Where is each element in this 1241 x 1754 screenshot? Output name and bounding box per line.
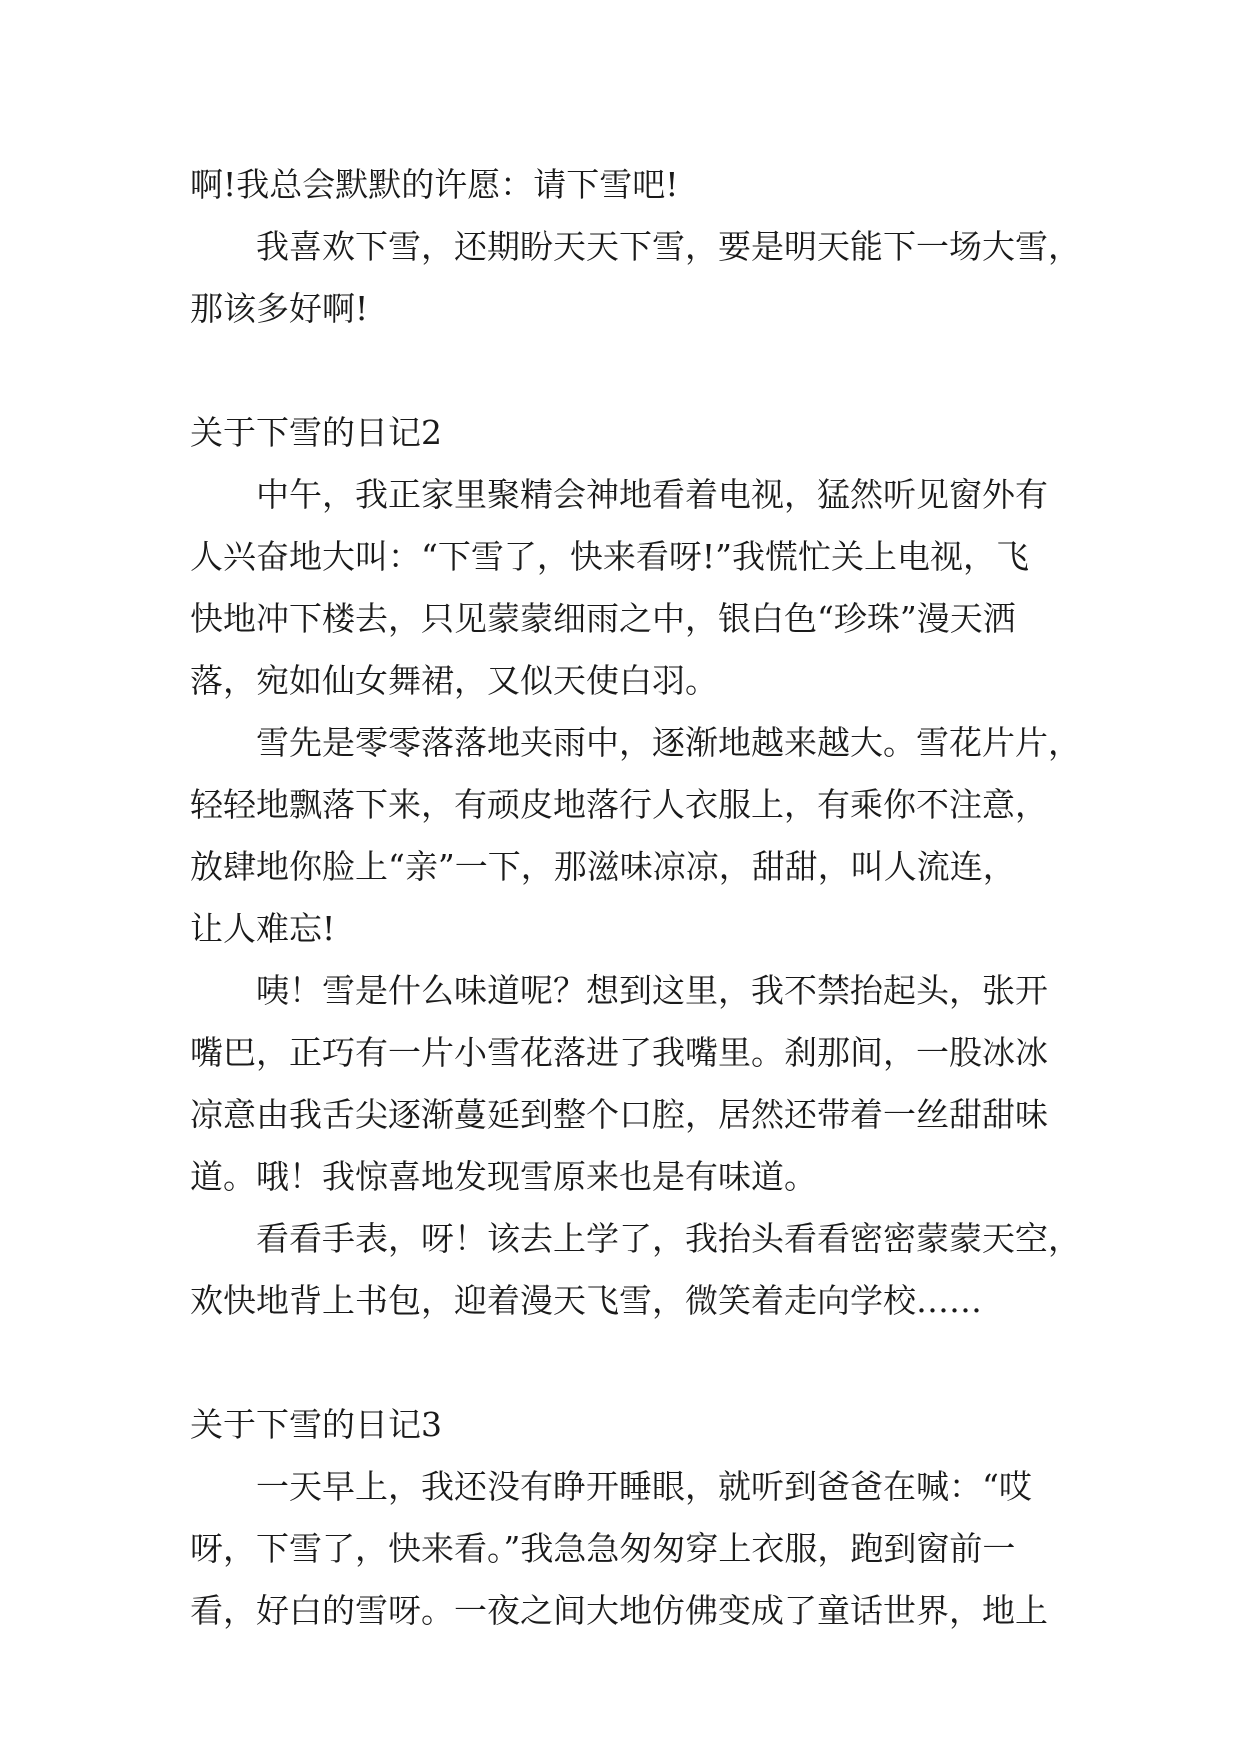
text-line: 人兴奋地大叫：“下雪了，快来看呀!”我慌忙关上电视，飞	[190, 537, 1030, 576]
paragraph	[190, 712, 1081, 960]
section-gap	[190, 340, 1060, 402]
section-title: 关于下雪的日记2	[190, 413, 442, 452]
text-line: 啊!我总会默默的许愿：请下雪吧!	[190, 165, 679, 204]
paragraph	[190, 216, 1081, 340]
paragraph	[190, 1208, 1081, 1332]
document-body	[190, 154, 1081, 1642]
text-line: 欢快地背上书包，迎着漫天飞雪，微笑着走向学校……	[190, 1281, 982, 1320]
text-line: 咦！雪是什么味道呢？想到这里，我不禁抬起头，张开	[256, 971, 1048, 1010]
paragraph	[190, 1456, 1060, 1642]
text-line: 凉意由我舌尖逐渐蔓延到整个口腔，居然还带着一丝甜甜味	[190, 1095, 1048, 1134]
section-gap	[190, 1332, 1060, 1394]
text-line: 雪先是零零落落地夹雨中，逐渐地越来越大。雪花片片，	[256, 723, 1081, 762]
text-line: 那该多好啊!	[190, 289, 369, 328]
text-line: 一天早上，我还没有睁开睡眼，就听到爸爸在喊：“哎	[256, 1467, 1032, 1506]
section-title: 关于下雪的日记3	[190, 1405, 442, 1444]
text-line: 快地冲下楼去，只见蒙蒙细雨之中，银白色“珍珠”漫天洒	[190, 599, 1016, 638]
text-line: 呀，下雪了，快来看。”我急急匆匆穿上衣服，跑到窗前一	[190, 1529, 1016, 1568]
text-line: 落，宛如仙女舞裙，又似天使白羽。	[190, 661, 718, 700]
text-line: 中午，我正家里聚精会神地看着电视，猛然听见窗外有	[256, 475, 1048, 514]
paragraph	[190, 960, 1060, 1208]
text-line: 放肆地你脸上“亲”一下，那滋味凉凉，甜甜，叫人流连，	[190, 847, 1016, 886]
text-line: 让人难忘!	[190, 909, 336, 948]
text-line: 嘴巴，正巧有一片小雪花落进了我嘴里。刹那间，一股冰冰	[190, 1033, 1048, 1072]
text-line: 道。哦！我惊喜地发现雪原来也是有味道。	[190, 1157, 817, 1196]
text-line: 轻轻地飘落下来，有顽皮地落行人衣服上，有乘你不注意，	[190, 785, 1048, 824]
text-line: 看，好白的雪呀。一夜之间大地仿佛变成了童话世界，地上	[190, 1591, 1048, 1630]
text-line: 看看手表，呀！该去上学了，我抬头看看密密蒙蒙天空，	[256, 1219, 1081, 1258]
paragraph	[190, 464, 1060, 712]
text-line: 我喜欢下雪，还期盼天天下雪，要是明天能下一场大雪，	[256, 227, 1081, 266]
